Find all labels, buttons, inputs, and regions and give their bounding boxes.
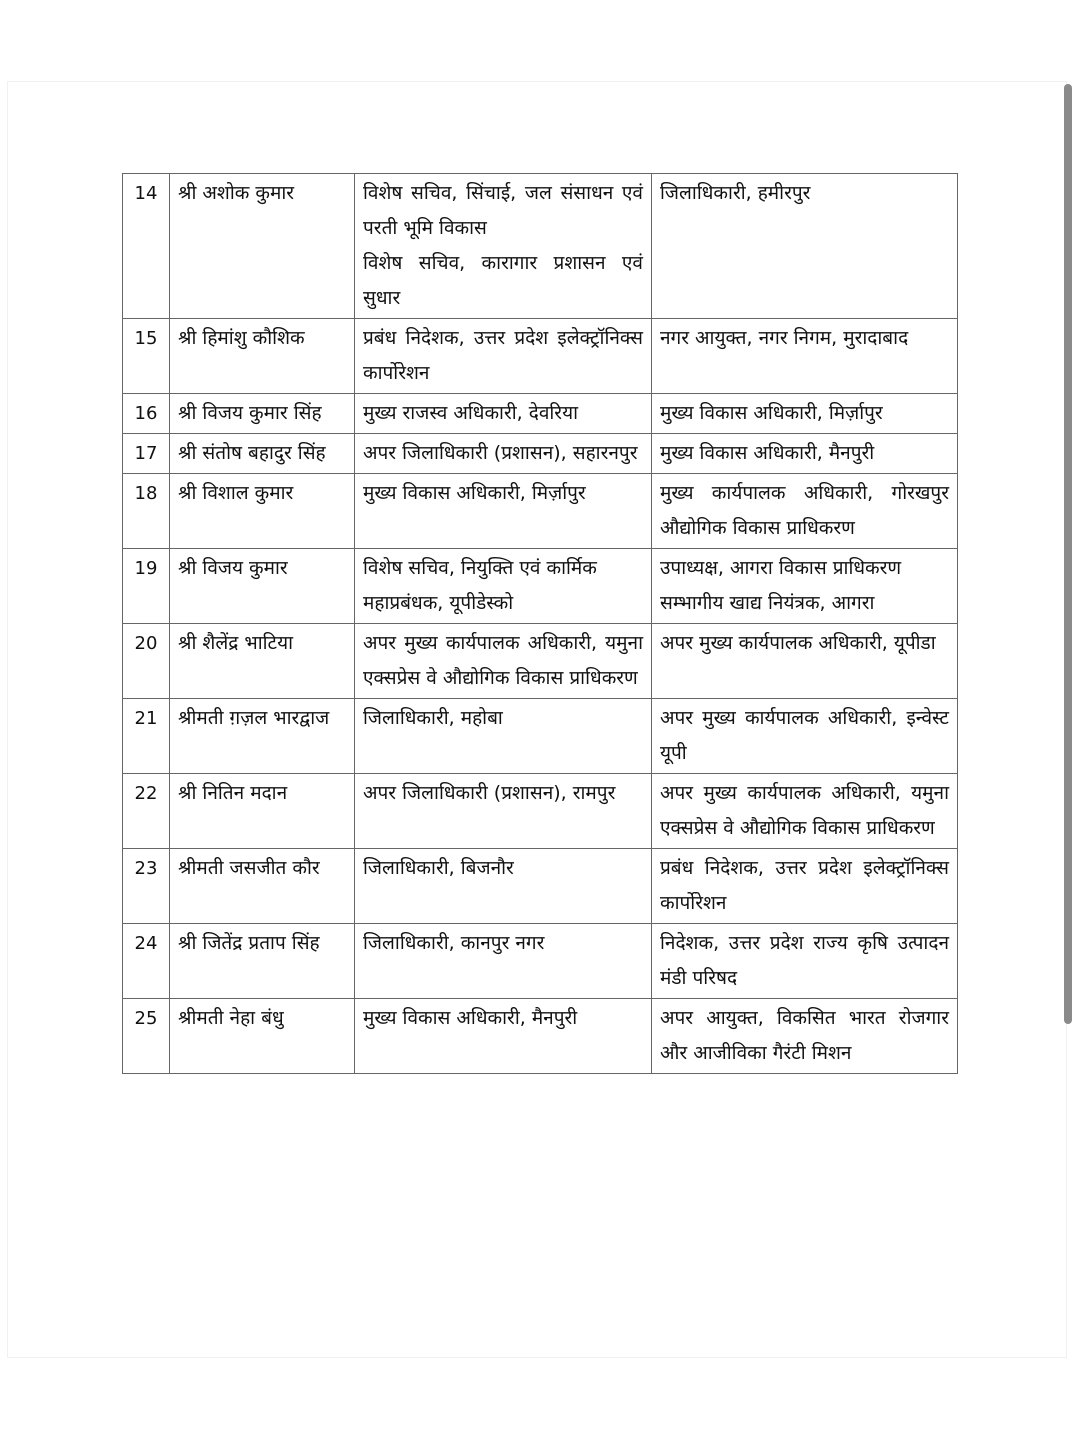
new-posting [652,319,958,394]
current-posting-line: अपर मुख्य कार्यपालक अधिकारी, यमुना एक्सप्रेस वे औद्योगिक विकास प्राधिकरण [363,632,643,689]
current-posting-line: मुख्य विकास अधिकारी, मैनपुरी [363,1007,578,1029]
current-posting [355,549,652,624]
officer-name: श्री विशाल कुमार [170,474,355,549]
current-posting [355,394,652,434]
table-row [123,699,958,774]
serial-number: 19 [123,549,170,624]
current-posting-line: अपर जिलाधिकारी (प्रशासन), रामपुर [363,782,616,804]
serial-number: 14 [123,174,170,319]
new-posting-line: अपर मुख्य कार्यपालक अधिकारी, यमुना एक्सप्रेस वे औद्योगिक विकास प्राधिकरण [660,782,949,839]
new-posting [652,174,958,319]
serial-number: 23 [123,849,170,924]
vertical-scrollbar[interactable] [1064,84,1072,1024]
serial-number: 15 [123,319,170,394]
new-posting-line: अपर मुख्य कार्यपालक अधिकारी, इन्वेस्ट यूपी [660,707,949,764]
current-posting-line: जिलाधिकारी, महोबा [363,707,503,729]
current-posting [355,699,652,774]
table-row [123,624,958,699]
current-posting-line: विशेष सचिव, सिंचाई, जल संसाधन एवं परती भूमि विकास [363,182,643,239]
officer-name: श्री संतोष बहादुर सिंह [170,434,355,474]
current-posting-line: अपर जिलाधिकारी (प्रशासन), सहारनपुर [363,442,638,464]
transfer-table [122,173,958,1074]
current-posting [355,434,652,474]
current-posting-line: विशेष सचिव, नियुक्ति एवं कार्मिक [363,557,597,579]
officer-name: श्री शैलेंद्र भाटिया [170,624,355,699]
current-posting [355,624,652,699]
current-posting-line: विशेष सचिव, कारागार प्रशासन एवं सुधार [363,252,643,309]
new-posting-line: नगर आयुक्त, नगर निगम, मुरादाबाद [660,327,909,349]
new-posting-line: जिलाधिकारी, हमीरपुर [660,182,811,204]
serial-number: 18 [123,474,170,549]
table-row [123,924,958,999]
officer-name: श्री अशोक कुमार [170,174,355,319]
new-posting [652,849,958,924]
new-posting-line: उपाध्यक्ष, आगरा विकास प्राधिकरण [660,557,902,579]
new-posting-line: प्रबंध निदेशक, उत्तर प्रदेश इलेक्ट्रॉनिक्स कार्पोरेशन [660,857,949,914]
current-posting [355,924,652,999]
new-posting [652,394,958,434]
officer-name: श्रीमती जसजीत कौर [170,849,355,924]
new-posting-line: अपर मुख्य कार्यपालक अधिकारी, यूपीडा [660,632,936,654]
current-posting [355,999,652,1074]
serial-number: 24 [123,924,170,999]
table-row [123,549,958,624]
officer-name: श्री विजय कुमार [170,549,355,624]
table-row [123,394,958,434]
table-row [123,434,958,474]
current-posting-line: मुख्य राजस्व अधिकारी, देवरिया [363,402,579,424]
new-posting-line: मुख्य विकास अधिकारी, मैनपुरी [660,442,875,464]
new-posting-line: मुख्य कार्यपालक अधिकारी, गोरखपुर औद्योगिक विकास प्राधिकरण [660,482,949,539]
new-posting [652,699,958,774]
current-posting [355,774,652,849]
officer-name: श्री हिमांशु कौशिक [170,319,355,394]
officer-name: श्री जितेंद्र प्रताप सिंह [170,924,355,999]
officer-name: श्री नितिन मदान [170,774,355,849]
current-posting [355,319,652,394]
officer-name: श्री विजय कुमार सिंह [170,394,355,434]
officer-name: श्रीमती ग़ज़ल भारद्वाज [170,699,355,774]
officer-name: श्रीमती नेहा बंधु [170,999,355,1074]
serial-number: 16 [123,394,170,434]
current-posting [355,849,652,924]
table-row [123,999,958,1074]
new-posting [652,999,958,1074]
new-posting [652,774,958,849]
table-row [123,319,958,394]
table-row [123,474,958,549]
new-posting [652,924,958,999]
current-posting-line: जिलाधिकारी, बिजनौर [363,857,514,879]
serial-number: 21 [123,699,170,774]
serial-number: 20 [123,624,170,699]
table-row [123,849,958,924]
new-posting-line: निदेशक, उत्तर प्रदेश राज्य कृषि उत्पादन मंडी परिषद [660,932,949,989]
current-posting-line: महाप्रबंधक, यूपीडेस्को [363,592,514,614]
new-posting-line: मुख्य विकास अधिकारी, मिर्ज़ापुर [660,402,883,424]
serial-number: 22 [123,774,170,849]
new-posting [652,474,958,549]
current-posting-line: जिलाधिकारी, कानपुर नगर [363,932,545,954]
current-posting [355,474,652,549]
new-posting-line: सम्भागीय खाद्य नियंत्रक, आगरा [660,592,875,614]
serial-number: 25 [123,999,170,1074]
new-posting [652,624,958,699]
new-posting [652,434,958,474]
current-posting-line: मुख्य विकास अधिकारी, मिर्ज़ापुर [363,482,586,504]
table-row [123,774,958,849]
current-posting [355,174,652,319]
new-posting-line: अपर आयुक्त, विकसित भारत रोजगार और आजीविका गैरंटी मिशन [660,1007,949,1064]
current-posting-line: प्रबंध निदेशक, उत्तर प्रदेश इलेक्ट्रॉनिक्स कार्पोरेशन [363,327,643,384]
table-row [123,174,958,319]
serial-number: 17 [123,434,170,474]
new-posting [652,549,958,624]
